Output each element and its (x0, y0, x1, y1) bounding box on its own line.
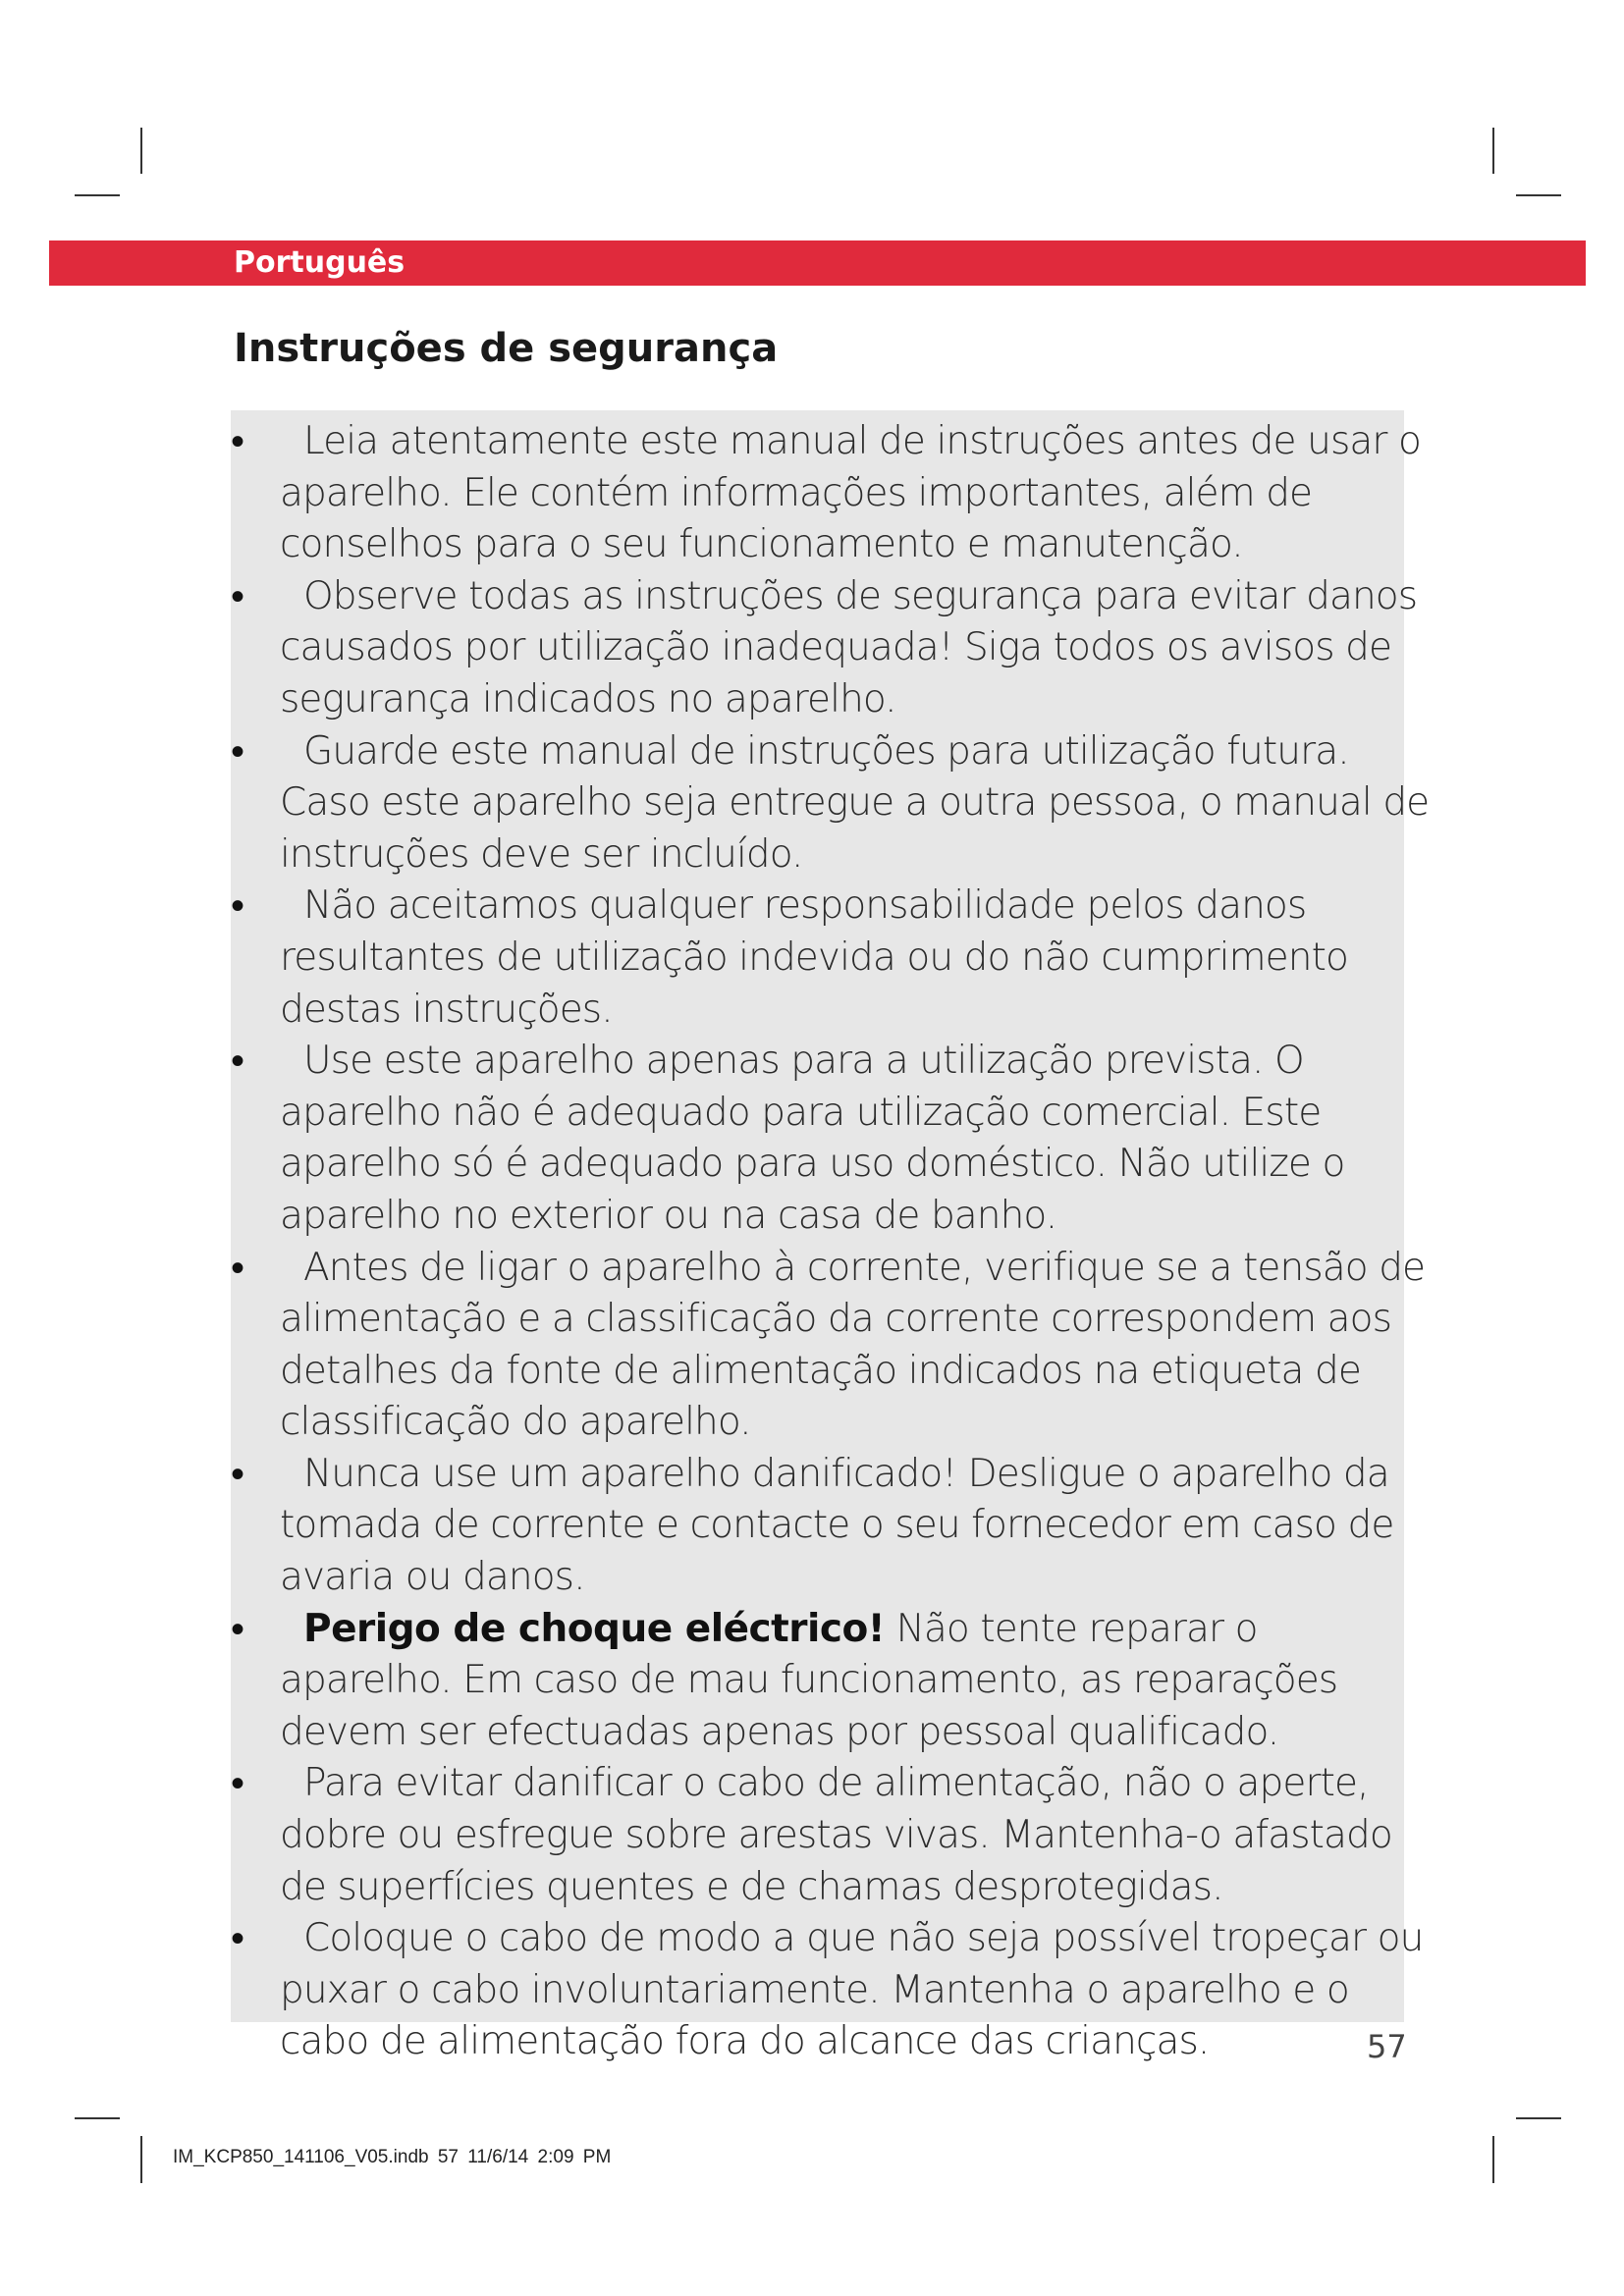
bullet-icon: • (231, 1761, 244, 1807)
crop-mark-top-left-vertical (140, 128, 142, 174)
bullet-icon: • (231, 573, 244, 619)
list-item (231, 726, 1438, 881)
list-item (231, 416, 1438, 571)
item-text: Guarde este manual de instruções para utilização futura. Caso este aparelho seja entregue a outra pessoa, o manual de instruções deve ser incluído. (280, 728, 1430, 877)
language-label: Português (234, 245, 406, 280)
item-text: Observe todas as instruções de segurança para evitar danos causados por utilização inadequada! Siga todos os avisos de segurança indicados no aparelho. (280, 573, 1418, 721)
crop-mark-top-right-horizontal (1516, 194, 1561, 196)
list-item (231, 881, 1438, 1036)
list-item (231, 1913, 1438, 2068)
bullet-icon: • (231, 1039, 244, 1085)
bullet-icon: • (231, 1245, 244, 1291)
electric-shock-warning: Perigo de choque eléctrico! (303, 1606, 886, 1651)
bullet-icon: • (231, 1916, 244, 1962)
item-text: Coloque o cabo de modo a que não seja possível tropeçar ou puxar o cabo involuntariamente. Mantenha o aparelho e o cabo de alimentação fora do alcance das crianças. (280, 1916, 1424, 2064)
crop-mark-top-left-horizontal (75, 194, 120, 196)
page-title: Instruções de segurança (234, 326, 779, 371)
list-item (231, 1036, 1438, 1242)
crop-mark-bottom-right-vertical (1492, 2136, 1494, 2183)
bullet-icon: • (231, 1606, 244, 1652)
item-text: Para evitar danificar o cabo de alimentação, não o aperte, dobre ou esfregue sobre arestas vivas. Mantenha-o afastado de superfícies quentes e de chamas desprotegidas. (280, 1761, 1392, 1909)
crop-mark-bottom-left-vertical (140, 2136, 142, 2183)
crop-mark-bottom-left-horizontal (75, 2117, 120, 2119)
list-item (231, 1604, 1438, 1759)
item-text: Leia atentamente este manual de instruções antes de usar o aparelho. Ele contém informações importantes, além de conselhos para o seu funcionamento e manutenção. (280, 419, 1421, 567)
list-item (231, 1449, 1438, 1604)
item-text: Não tente reparar o aparelho. Em caso de mau funcionamento, as reparações devem ser efectuadas apenas por pessoal qualificado. (280, 1606, 1338, 1754)
item-text: Não aceitamos qualquer responsabilidade pelos danos resultantes de utilização indevida ou do não cumprimento destas instruções. (280, 883, 1348, 1032)
page-number: 57 (1367, 2028, 1407, 2065)
list-item (231, 1243, 1438, 1449)
bullet-icon: • (231, 883, 244, 930)
crop-mark-top-right-vertical (1492, 128, 1494, 174)
list-item (231, 571, 1438, 726)
list-item (231, 1758, 1438, 1913)
bullet-icon: • (231, 1451, 244, 1497)
bullet-icon: • (231, 728, 244, 774)
print-slug: IM_KCP850_141106_V05.indb 57 11/6/14 2:09 PM (173, 2147, 612, 2167)
item-text: Antes de ligar o aparelho à corrente, verifique se a tensão de alimentação e a classificação da corrente correspondem aos detalhes da fonte de alimentação indicados na etiqueta de classificação do aparelho. (280, 1245, 1426, 1445)
safety-list (231, 416, 1438, 2068)
item-text: Nunca use um aparelho danificado! Desligue o aparelho da tomada de corrente e contacte o seu fornecedor em caso de avaria ou danos. (280, 1451, 1394, 1600)
bullet-icon: • (231, 419, 244, 464)
item-text: Use este aparelho apenas para a utilização prevista. O aparelho não é adequado para utilização comercial. Este aparelho só é adequado para uso doméstico. Não utilize o aparelho no exterior ou na casa de banho. (280, 1039, 1345, 1238)
crop-mark-bottom-right-horizontal (1516, 2117, 1561, 2119)
